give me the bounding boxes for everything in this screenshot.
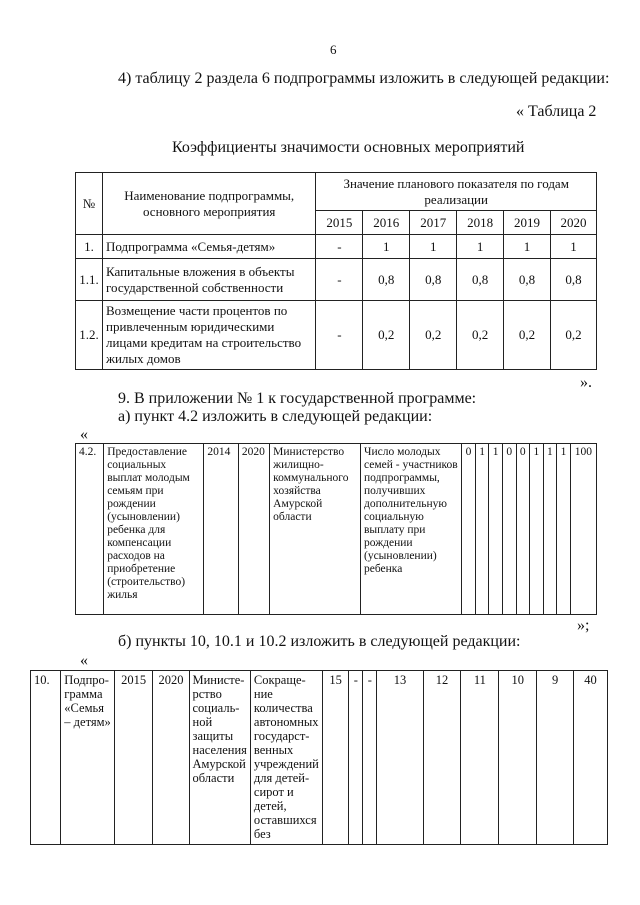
item-num: 4.2. [76,444,104,615]
value-cell: 1 [557,444,571,615]
table-row [76,235,597,259]
row-num: 1. [76,235,103,259]
header-values: Значение планового показателя по годам реализации [316,173,597,211]
year-cell: 2015 [316,211,363,235]
value-cell: - [363,671,377,845]
value-cell: 15 [322,671,348,845]
item-10-table [30,670,608,845]
value-cell: 0,2 [363,301,410,370]
closing-quote-1: ». [580,374,592,391]
value-cell: 0,2 [410,301,457,370]
value-cell: 12 [423,671,461,845]
year-cell: 2019 [504,211,551,235]
executor: Министе-рство социаль-ной защиты населения Амурской области [189,671,250,845]
value-cell: 0,8 [504,259,551,301]
year-cell: 2017 [410,211,457,235]
value-cell: 0,8 [457,259,504,301]
year-cell: 2020 [551,211,597,235]
value-cell: - [316,259,363,301]
value-cell: 10 [499,671,537,845]
value-cell: 0,2 [551,301,597,370]
item-4-2-table [75,443,597,615]
table-row [76,259,597,301]
item-4-text: 4) таблицу 2 раздела 6 подпрограммы изложить в следующей редакции: [118,70,610,87]
value-cell: 1 [504,235,551,259]
value-cell: 0 [462,444,476,615]
value-cell: 1 [410,235,457,259]
item-num: 10. [31,671,61,845]
row-name: Подпрограмма «Семья-детям» [102,235,315,259]
item-name: Подпро-грамма «Семья – детям» [61,671,115,845]
table-row [76,444,597,615]
value-cell: 1 [457,235,504,259]
header-num: № [76,173,103,235]
value-cell: 13 [377,671,423,845]
value-cell: 0,8 [363,259,410,301]
item-9b-text: б) пункты 10, 10.1 и 10.2 изложить в следующей редакции: [118,633,521,650]
value-cell: - [349,671,363,845]
value-cell: - [316,235,363,259]
value-cell: 1 [475,444,489,615]
item-9a-text: а) пункт 4.2 изложить в следующей редакции: [118,408,433,425]
table-title: Коэффициенты значимости основных мероприятий [172,139,525,156]
value-cell: 0,8 [410,259,457,301]
row-name: Возмещение части процентов по привлеченным юридическими лицами кредитам на строительство жилых домов [102,301,315,370]
table-row [31,671,608,845]
item-9-text: 9. В приложении № 1 к государственной программе: [118,390,477,407]
start-year: 2014 [204,444,238,615]
row-name: Капитальные вложения в объекты государственной собственности [102,259,315,301]
table-caption: « Таблица 2 [516,103,597,120]
value-cell: 0,2 [504,301,551,370]
start-year: 2015 [114,671,153,845]
indicator: Число молодых семей - участников подпрограммы, получивших дополнительную социальную выплату при рождении (усыновлении) ребенка [361,444,462,615]
row-num: 1.1. [76,259,103,301]
significance-table [75,172,597,370]
value-cell: 1 [489,444,503,615]
value-cell: 1 [363,235,410,259]
item-name: Предоставление социальных выплат молодым семьям при рождении (усыновлении) ребенка для компенсации расходов на приобретение (строительство) жилья [104,444,204,615]
value-cell: 11 [461,671,499,845]
year-cell: 2018 [457,211,504,235]
value-cell: 1 [551,235,597,259]
value-cell: 9 [537,671,574,845]
row-num: 1.2. [76,301,103,370]
indicator: Сокраще-ние количества автономных государст-венных учреждений для детей-сирот и детей, оставшихся без [250,671,322,845]
opening-quote-2: « [80,652,88,669]
value-cell: 0 [502,444,516,615]
page-number: 6 [330,42,337,57]
value-cell: - [316,301,363,370]
table-row [76,301,597,370]
value-cell: 1 [543,444,557,615]
end-year: 2020 [238,444,269,615]
value-cell: 0,8 [551,259,597,301]
closing-quote-2: »; [577,617,590,634]
year-cell: 2016 [363,211,410,235]
header-name: Наименование подпрограммы, основного мероприятия [102,173,315,235]
executor: Министерство жилищно-коммунального хозяйства Амурской области [270,444,361,615]
total-cell: 40 [574,671,608,845]
value-cell: 0,2 [457,301,504,370]
value-cell: 0 [516,444,530,615]
total-cell: 100 [570,444,596,615]
end-year: 2020 [153,671,189,845]
opening-quote-1: « [80,426,88,443]
value-cell: 1 [530,444,544,615]
